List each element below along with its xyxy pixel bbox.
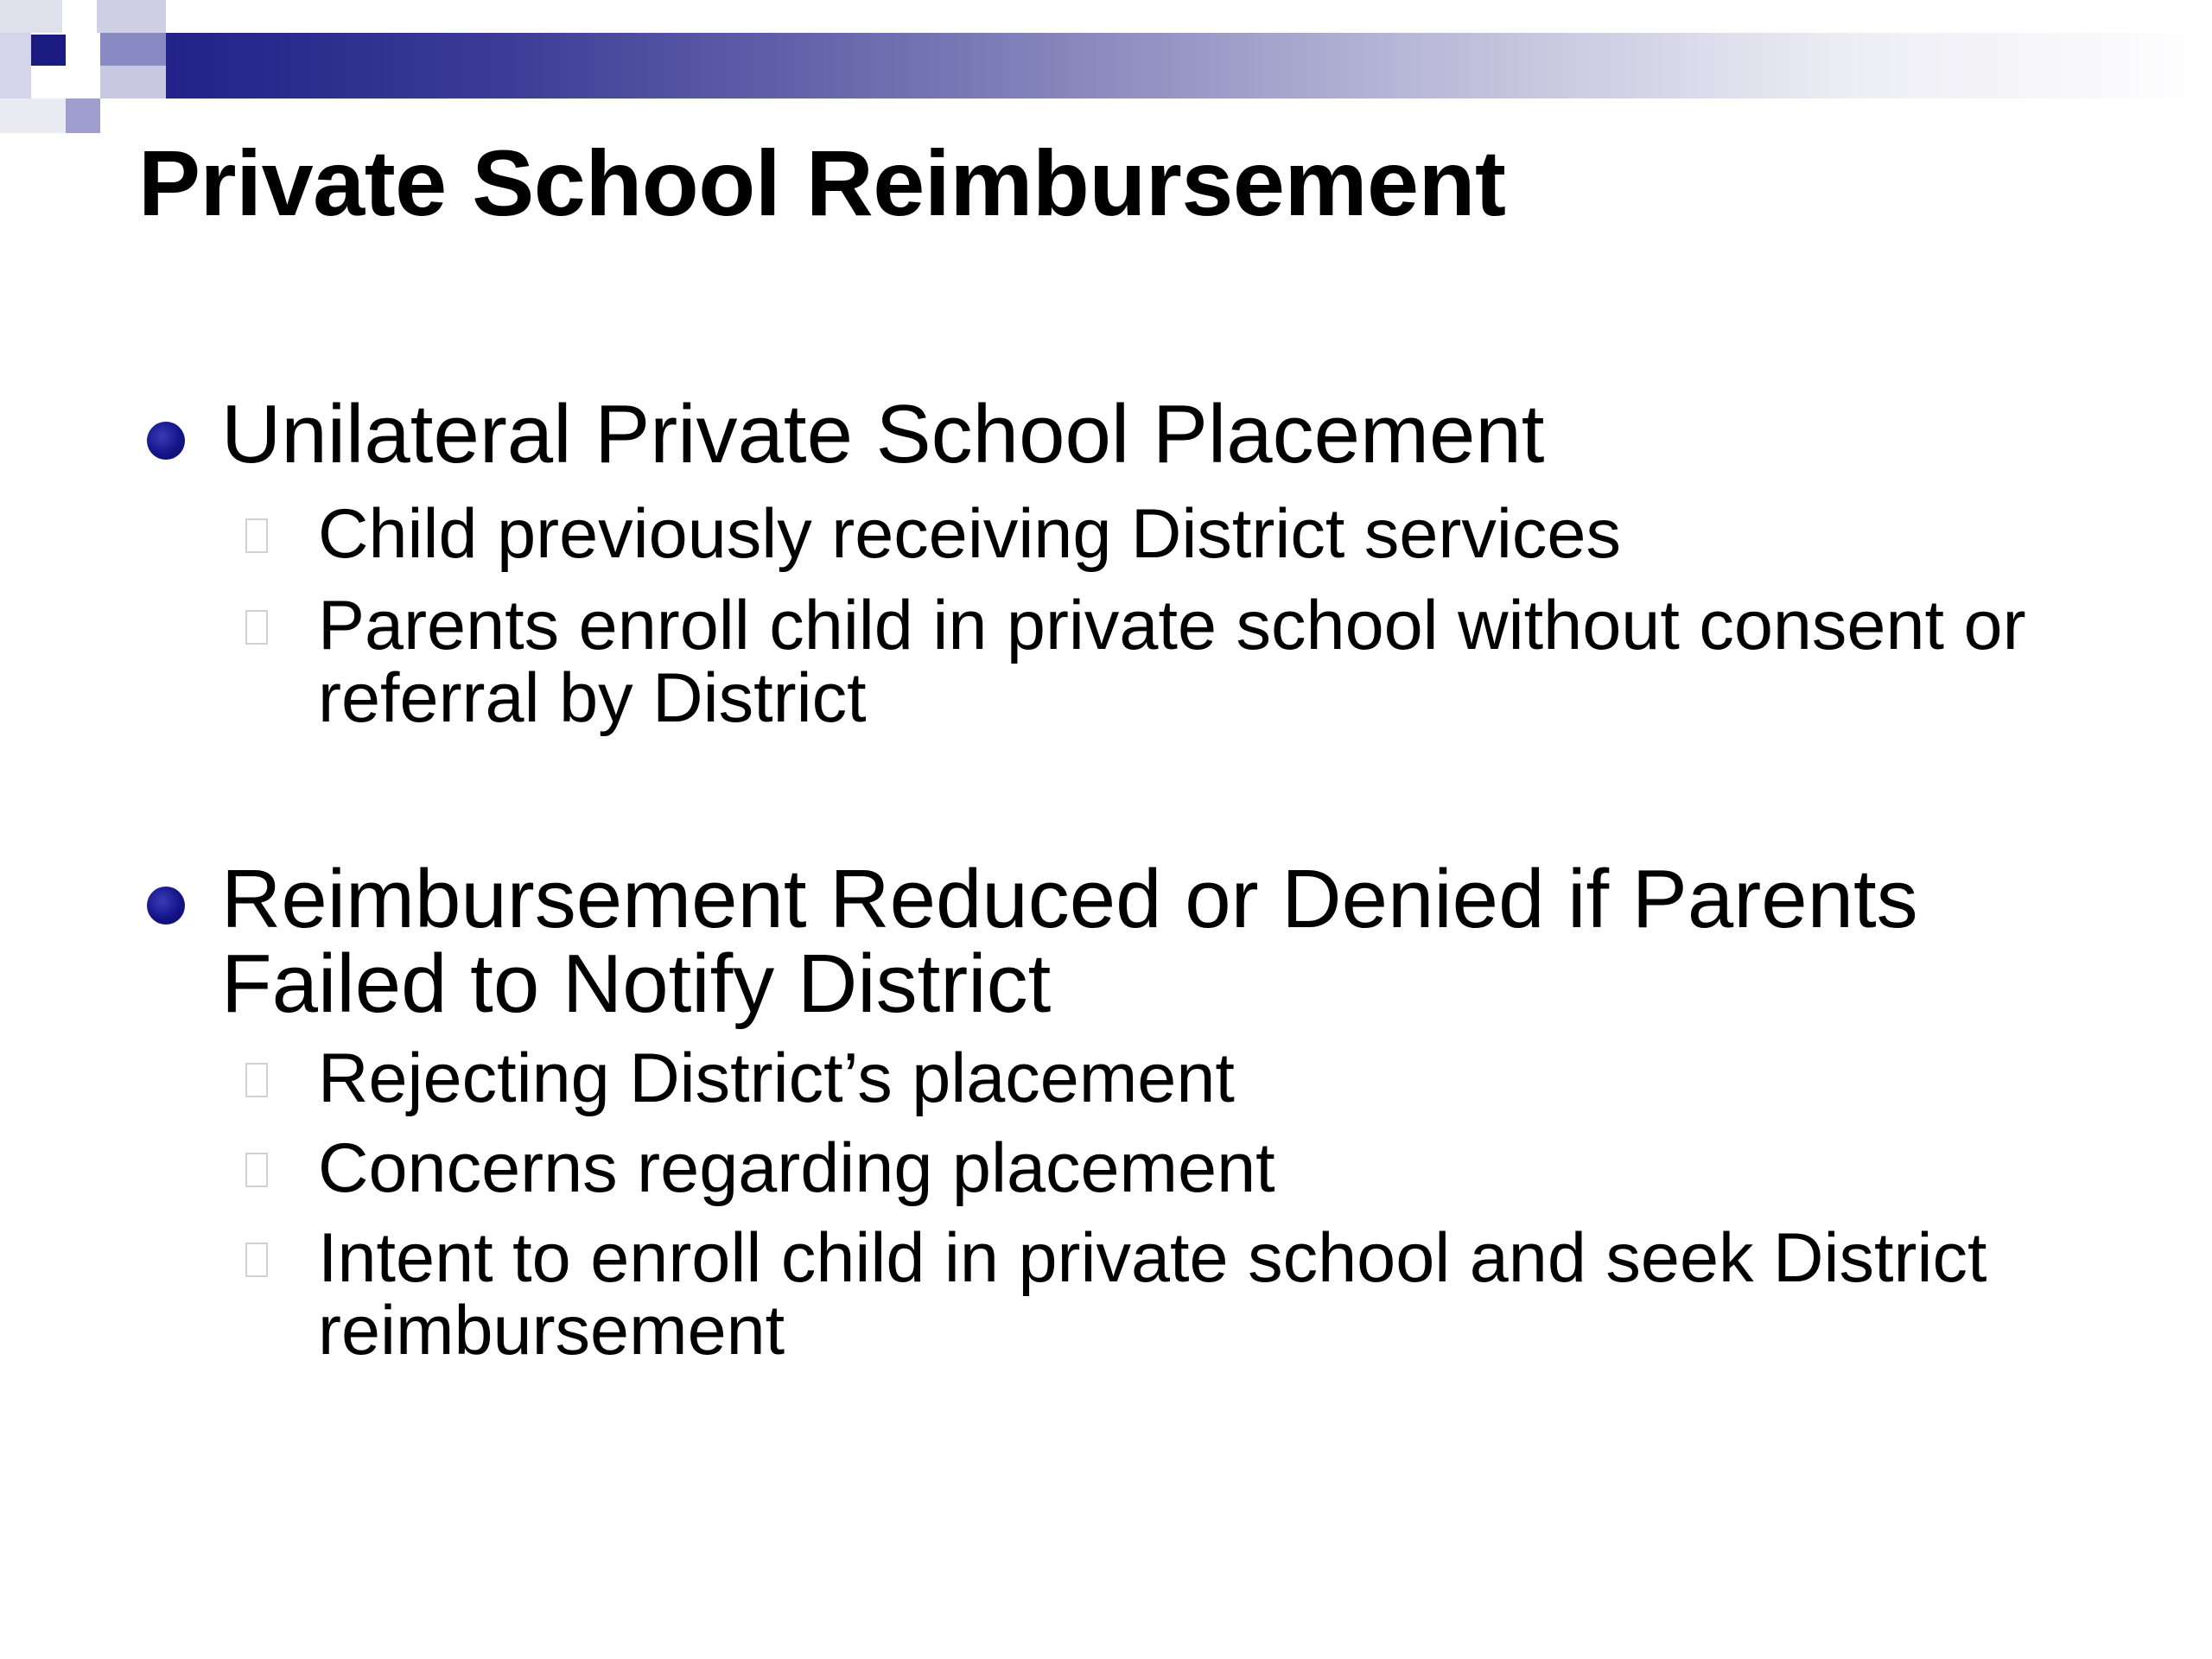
bullet-dot-icon xyxy=(147,887,185,925)
square-bullet-icon xyxy=(245,1243,268,1277)
square-bullet-icon xyxy=(245,1063,268,1097)
bullet-level2 xyxy=(318,587,2158,737)
bullet-text: Intent to enroll child in private school and seek District reimbursement xyxy=(318,1219,1987,1370)
bullet-level2 xyxy=(318,1039,2176,1117)
bullet-dot-icon xyxy=(147,422,185,460)
bullet-level2 xyxy=(318,495,2176,573)
square-bullet-icon xyxy=(245,1153,268,1187)
bullet-level2 xyxy=(318,1129,2176,1207)
bullet-text: Concerns regarding placement xyxy=(318,1129,1275,1207)
bullet-text: Parents enroll child in private school without consent or referral by District xyxy=(318,587,2026,737)
bullet-text: Rejecting District’s placement xyxy=(318,1039,1235,1117)
bullet-text: Unilateral Private School Placement xyxy=(221,388,1545,480)
slide-title: Private School Reimbursement xyxy=(138,130,1506,235)
bullet-level2 xyxy=(318,1219,2133,1370)
square-bullet-icon xyxy=(245,518,268,553)
bullet-text: Reimbursement Reduced or Denied if Parents Failed to Notify District xyxy=(221,853,1918,1030)
bullet-level1 xyxy=(221,388,2122,480)
bullet-level1 xyxy=(221,853,2079,1030)
bullet-text: Child previously receiving District services xyxy=(318,495,1621,573)
square-bullet-icon xyxy=(245,610,268,645)
